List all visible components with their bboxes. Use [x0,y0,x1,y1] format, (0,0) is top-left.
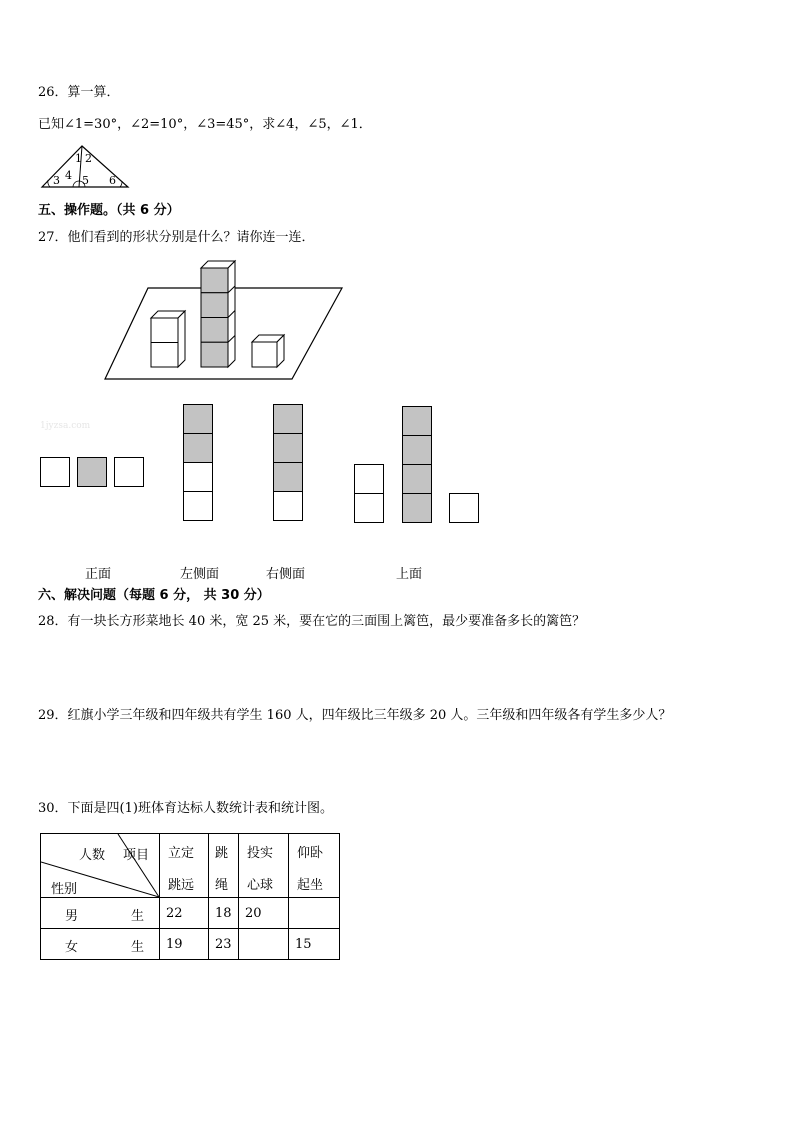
col-header-line2: 心球 [247,878,274,893]
view-d-cube-6 [402,493,432,523]
table-cell [239,929,289,960]
q28-text: 28．有一块长方形菜地长 40 米，宽 25 米，要在它的三面围上篱笆，最少要准备多长的篱笆？ [38,614,586,629]
view-c-cube-4 [273,491,303,521]
view-front-cube-3 [114,457,144,487]
view-c-cube-2 [273,433,303,463]
block-arrangement-diagram [100,258,350,386]
col-header-line1: 立定 [168,846,195,861]
view-c-cube-3 [273,462,303,492]
label-front: 正面 [85,567,112,582]
q29-text: 29．红旗小学三年级和四年级共有学生 160 人，四年级比三年级多 20 人。三年级和四年级各有学生多少人？ [38,708,672,723]
view-d-cube-7 [449,493,479,523]
view-b-cube-2 [183,433,213,463]
section5-heading: 五、操作题。（共 6 分） [38,203,180,218]
q26-text: 已知∠1=30°，∠2=10°，∠3=45°，求∠4，∠5，∠1． [38,117,372,132]
col-header-line1: 仰卧 [297,846,324,861]
col-header-line2: 绳 [215,878,229,893]
row-label-part: 男 [65,909,79,924]
corner-label-count: 人数 [79,848,106,863]
table-cell: 18 [209,898,239,929]
angle-label-1: 1 [75,152,82,165]
view-d-cube-1 [354,464,384,494]
section6-heading: 六、解决问题（每题 6 分， 共 30 分） [38,588,270,603]
view-c-cube-1 [273,404,303,434]
view-front-cube-1 [40,457,70,487]
row-label-part: 生 [131,909,145,924]
q30-text: 30．下面是四(1)班体育达标人数统计表和统计图。 [38,801,333,816]
angle-label-6: 6 [109,174,116,187]
corner-label-item: 项目 [123,848,150,863]
table-cell: 15 [289,929,340,960]
col-header-standing-jump [160,834,209,898]
table-cell: 19 [160,929,209,960]
angle-label-3: 3 [53,174,60,187]
watermark-text: 1jyzsa.com [40,421,91,431]
table-cell: 22 [160,898,209,929]
table-row [41,929,340,960]
view-front-cube-2 [77,457,107,487]
row-label-part: 生 [131,940,145,955]
col-header-line2: 跳远 [168,878,195,893]
col-header-line2: 起坐 [297,878,324,893]
angle-label-2: 2 [85,152,92,165]
triangle-angle-diagram [40,143,132,191]
table-cell: 20 [239,898,289,929]
angle-label-5: 5 [82,174,89,187]
table-row [41,898,340,929]
q26-heading: 26．算一算． [38,85,120,100]
row-label-part: 女 [65,940,79,955]
angle-label-4: 4 [65,169,72,182]
fitness-stats-table [40,833,340,960]
label-right-side: 右侧面 [266,567,306,582]
col-header-line1: 跳 [215,846,229,861]
col-header-rope-skip [209,834,239,898]
view-d-cube-2 [354,493,384,523]
view-b-cube-4 [183,491,213,521]
view-d-cube-5 [402,464,432,494]
view-b-cube-1 [183,404,213,434]
col-header-situps [289,834,340,898]
label-top: 上面 [396,567,423,582]
label-left-side: 左侧面 [180,567,220,582]
table-cell [289,898,340,929]
view-d-cube-4 [402,435,432,465]
view-b-cube-3 [183,462,213,492]
corner-label-gender: 性别 [51,882,78,897]
col-header-line1: 投实 [247,846,274,861]
row-label-girls [41,929,160,960]
row-label-boys [41,898,160,929]
q27-text: 27．他们看到的形状分别是什么？请你连一连． [38,230,315,245]
table-corner-cell [41,834,160,898]
col-header-ball-throw [239,834,289,898]
table-cell: 23 [209,929,239,960]
view-d-cube-3 [402,406,432,436]
